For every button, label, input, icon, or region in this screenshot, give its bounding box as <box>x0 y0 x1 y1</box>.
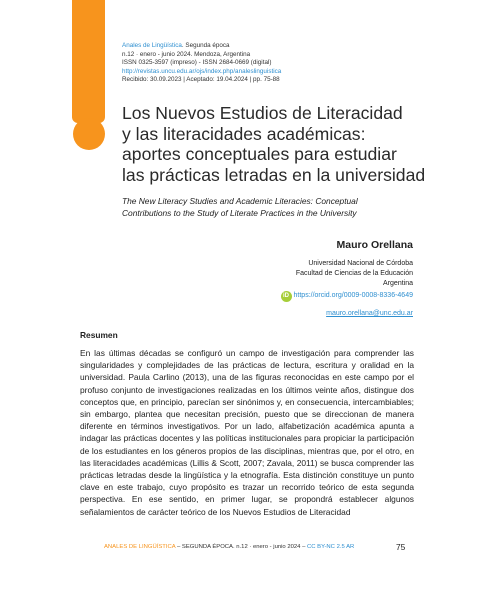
english-title-line: Contributions to the Study of Literate Practices in the University <box>122 207 357 218</box>
title-line: aportes conceptuales para estudiar <box>122 144 397 164</box>
article-dates: Recibido: 30.09.2023 | Aceptado: 19.04.2024 | pp. 75-88 <box>122 76 280 84</box>
journal-name-link[interactable]: Anales de Lingüística <box>122 42 182 49</box>
abstract-heading: Resumen <box>80 330 118 340</box>
author-block <box>281 239 413 320</box>
affiliation-university: Universidad Nacional de Córdoba <box>308 260 413 267</box>
author-email-link[interactable]: mauro.orellana@unc.edu.ar <box>326 309 413 317</box>
page-footer <box>104 544 354 550</box>
english-title <box>122 196 452 219</box>
orcid-link[interactable]: https://orcid.org/0009-0008-8336-4649 <box>293 292 413 299</box>
article-title <box>122 103 452 185</box>
journal-epoch: . Segunda época <box>181 42 230 49</box>
journal-header <box>122 42 281 85</box>
author-name: Mauro Orellana <box>336 239 413 251</box>
footer-journal: ANALES DE LINGÜÍSTICA <box>104 544 176 550</box>
affiliation-faculty: Facultad de Ciencias de la Educación <box>295 270 413 278</box>
affiliation-country: Argentina <box>383 280 413 288</box>
decorative-orange-dot <box>73 118 105 150</box>
decorative-orange-bar <box>72 0 105 123</box>
page-number: 75 <box>396 542 406 552</box>
title-line: y las literacidades académicas: <box>122 123 366 144</box>
journal-url-link[interactable]: http://revistas.uncu.edu.ar/ojs/index.php/analeslinguistica <box>122 67 282 75</box>
journal-name-line <box>122 42 281 51</box>
journal-issn: ISSN 0325-3597 (impreso) - ISSN 2684-0669 (digital) <box>122 59 272 67</box>
journal-issue: n.12 · enero - junio 2024. Mendoza, Argentina <box>122 50 251 58</box>
footer-edition: – SEGUNDA ÉPOCA. n.12 · enero - junio 2024 – <box>175 544 307 550</box>
footer-license-link[interactable]: CC BY-NC 2.5 AR <box>307 544 355 550</box>
english-title-line: The New Literacy Studies and Academic Literacies: Conceptual <box>122 196 358 206</box>
abstract-text: En las últimas décadas se configuró un campo de investigación para comprender las singularidades y complejidades de las prácticas de lectura, escritura y oralidad en la universidad. Paula Carlino (2013), una de las figuras reconocidas en este campo por el profuso conjunto de investigaciones realizadas en los últimos veinte años, distingue dos conceptos que, en principio, parecían ser sinónimos y, en consecuencia, intercambiables; sin embargo, plantea que necesitan precisión, puesto que se direccionan de manera diferente en términos investigativos. Por un lado, alfabetización académica apunta a indagar las prácticas docentes y las políticas institucionales para propiciar la participación de los estudiantes en los géneros propios de las disciplinas, mientras que, por el otro, en las literacidades académicas (Lillis & Scott, 2007; Zavala, 2011) se busca comprender las prácticas letradas desde la lingüística y la etnografía. Esta distinción constituye un punto clave en este trabajo, cuyo propósito es trazar un recorrido teórico de esta segunda perspectiva. En ese sentido, en primer lugar, se propondrá establecer algunos señalamientos de carácter teórico de los Nuevos Estudios de Literacidad <box>80 348 414 517</box>
orcid-row <box>281 291 413 302</box>
title-line: las prácticas letradas en la universidad <box>122 164 426 185</box>
title-line: Los Nuevos Estudios de Literacidad <box>122 103 403 123</box>
orcid-icon: iD <box>281 291 292 302</box>
